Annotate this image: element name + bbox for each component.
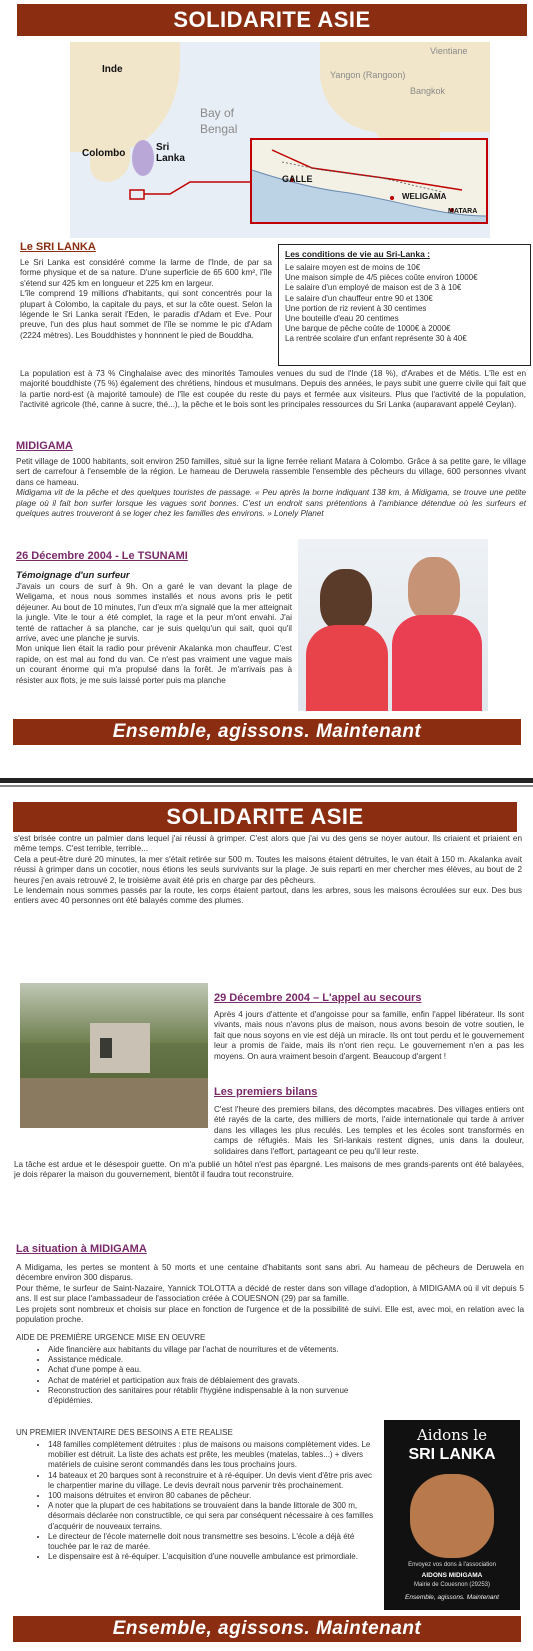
midigama-p2: Midigama vit de la pêche et des quelques touristes de passage. « Peu après la borne indiquant 138 km, à Midigama, se trouve une petite plage où il fait bon surfer lorsque les vagues sont bonnes. C'est un endroit sans prétentions à l'ambiance détendue où les surfeurs et quelques autres trouveront à se loger chez les familles des environs. » Lonely Planet (16, 488, 526, 519)
tsunami-text (16, 582, 292, 686)
banner-title: SOLIDARITE ASIE (17, 4, 527, 36)
appel-p1: Après 4 jours d'attente et d'angoisse pour sa famille, enfin l'appel libérateur. Ils sont vivants, mais nous n'avons plus de maison, nous avons besoin de votre soutien, le fait que nous soyons en vie est déjà un miracle. Ils ont tout perdu et le gouvernement leur a promis de l'aide, mais ils n'ont rien reçu. Le gouvernement n'en a pas les moyens. On aura vraiment besoin d'argent. Beaucoup d'argent ! (214, 1010, 524, 1061)
conditions-item: Une bouteille d'eau 20 centimes (285, 314, 399, 324)
surfers-photo (298, 539, 488, 711)
aide-item: • Achat d'une pompe à eau. (48, 1365, 374, 1375)
map-label-bengal: Bengal (200, 122, 238, 136)
bilans-p2: La tâche est ardue et le désespoir guette. On m'a publié un hôtel n'est pas épargné. Les maisons de mes grands-parents ont été balayées, je dois réparer la maison du gouvernement, bientôt il faudra tout reconstruire. (14, 1160, 524, 1180)
map-inset (250, 138, 488, 224)
map-image (70, 42, 490, 238)
page-divider (0, 778, 533, 783)
conditions-item: Le salaire d'un chauffeur entre 90 et 130€ (285, 293, 433, 303)
inventaire-item: • Le dispensaire est à ré-équiper. L'acquisition d'une nouvelle ambulance est primordiale. (48, 1552, 374, 1562)
conditions-item: Une barque de pêche coûte de 1000€ à 2000€ (285, 324, 451, 334)
map-label-sri: Sri (156, 142, 170, 153)
map-label-vientiane: Vientiane (430, 46, 468, 56)
situation-p2: Pour thème, le surfeur de Saint-Nazaire, Yannick TOLOTTA a décidé de rester dans son village d'adoption, à MIDIGAMA où il vit depuis 5 ans. Il est sur place l'ambassadeur de l'association créée à COUESNON (29) par sa famille. (16, 1283, 524, 1304)
inventaire-item: • 148 familles complètement détruites : plus de maisons ou maisons complètement vides. Le mobilier est détruit. La liste des achats est prête, les meubles (matelas, tables...) + divers matériels de cuisine seront commandés dans les tous prochains jours. (48, 1440, 374, 1471)
inventaire-list (34, 1440, 374, 1562)
conditions-item: Le salaire d'un employé de maison est de 3 à 10€ (285, 283, 462, 293)
situation-text (16, 1263, 524, 1325)
map-label-inde: Inde (102, 64, 123, 75)
poster-small2: AIDONS MIDIGAMA (421, 1572, 483, 1579)
tsunami-p5: Le lendemain nous sommes passés par la route, les corps étaient partout, dans les arbres, sous les maisons écroulées sur eux. Des bus entiers avec 40 personnes ont été balayés comme des plumes. (14, 886, 522, 906)
inventaire-header: UN PREMIER INVENTAIRE DES BESOINS A ETE REALISE (16, 1428, 233, 1437)
tsunami-p2: Mon unique lien était la radio pour prévenir Akalanka mon chauffeur. C'est rapide, on est mal au fond du van. Ce n'est pas vraiment une vague mais un courant énorme qui m'a propulsé dans la forêt. Je m'arrivais pas à résister aux flots, je me suis laissé porter puis ma planche (16, 644, 292, 685)
poster-line2: SRI LANKA (408, 1446, 496, 1463)
aide-item: • Assistance médicale. (48, 1355, 374, 1365)
aide-header: AIDE DE PREMIÈRE URGENCE MISE EN OEUVRE (16, 1333, 206, 1342)
inventaire-item: • Le directeur de l'école maternelle doit nous transmettre ses besoins. L'école a déjà été touchée par le raz de marée. (48, 1532, 374, 1552)
situation-title: La situation à MIDIGAMA (16, 1243, 147, 1255)
tsunami-continued (14, 834, 522, 907)
inventaire-item: • A noter que la plupart de ces habitations se trouvaient dans la bande littorale de 300 m, désormais déclarée non constructible, ce qui sera par conséquent nécessaire à ces familles d'acquérir de nouveaux terrains. (48, 1501, 374, 1532)
midigama-title: MIDIGAMA (16, 440, 73, 452)
inventaire-item: • 14 bateaux et 20 barques sont à reconstruire et à ré-équiper. Un devis vient d'être pris avec le charpentier marine du village. Le devis devrait nous parvenir très prochainement. (48, 1471, 374, 1491)
map-label-colombo: Colombo (82, 148, 126, 159)
map-label-yangon: Yangon (Rangoon) (330, 70, 406, 80)
bilans-title: Les premiers bilans (214, 1086, 318, 1098)
bilans-p1: C'est l'heure des premiers bilans, des décomptes macabres. Des villages entiers ont été rayés de la carte, des milliers de morts, l'aide internationale qui tarde à arriver dans les villages les plus reculés. Les temples et les écoles sont transformés en camps de réfugiés. Mais les Sri-lankais restent dignes, unis dans la douleur, solidaires dans l'effort, partageant ce peu qu'il leur reste. (214, 1105, 524, 1156)
map-label-bay: Bay of (200, 106, 235, 120)
map-label-bangkok: Bangkok (410, 86, 446, 96)
slogan-banner-2: Ensemble, agissons. Maintenant (13, 1616, 521, 1642)
srilanka-p1: Le Sri Lanka est considéré comme la larme de l'Inde, de par sa forme physique et de sa nature. D'une superficie de 65 600 km², l'île s'étend sur 425 km en longueur et 225 km en largeur. (20, 258, 272, 288)
midigama-p1: Petit village de 1000 habitants, soit environ 250 familles, situé sur la ligne ferrée reliant Matara à Colombo. Grâce à sa petite gare, le village sert de carrefour à l'ensemble de la région. Le hameau de Deruwela rassemble l'ensemble des pêcheurs du village, 600 personnes vivant dans ce hameau. (16, 457, 526, 487)
destruction-photo (20, 983, 208, 1128)
inset-label-galle: GALLE (282, 174, 313, 184)
srilanka-title: Le SRI LANKA (20, 241, 96, 253)
srilanka-p2: L'île comprend 19 millions d'habitants, qui sont concentrés pour la plupart à Colombo, la capitale du pays, et sur la côte ouest. Selon la légende le Sri Lanka serait l'Eden, le paradis d'Adam et Eve. Pour preuve, l'un des plus haut sommet de l'île se nomme le pic d'Adam (2224 mètres). Les Bouddhistes y honnnent le pied de Bouddha. (20, 289, 272, 340)
situation-p3: Les projets sont nombreux et choisis sur place en fonction de l'urgence et de la possibilité de suivi. Elle est, avec moi, en relation avec la population proche. (16, 1304, 524, 1325)
tsunami-title: 26 Décembre 2004 - Le TSUNAMI (16, 550, 188, 562)
aide-item: • Aide financière aux habitants du village par l'achat de nourritures et de vêtements. (48, 1345, 374, 1355)
tsunami-p4: Cela a peut-être duré 20 minutes, la mer s'était retirée sur 500 m. Toutes les maisons étaient détruites, le van était à 150 m. Akalanka avait réussi à grimper dans un cocotier, nous étions les seuls survivants sur la plage. Je suis reparti en mer chercher mes élèves, au bout de 2 heures j'en avais retrouvé 2, le troisième avait été pris en charge par des pêcheurs. (14, 854, 522, 885)
inset-label-weligama: WELIGAMA (402, 192, 447, 201)
inset-label-matara: MATARA (448, 208, 478, 215)
map-label-lanka: Lanka (156, 153, 185, 164)
child-portrait (410, 1474, 494, 1558)
poster-small1: Envoyez vos dons à l'association (408, 1562, 496, 1568)
tsunami-subtitle: Témoignage d'un surfeur (16, 570, 130, 581)
conditions-title: Les conditions de vie au Sri-Lanka : (285, 249, 431, 259)
conditions-box (278, 244, 531, 366)
situation-p1: A Midigama, les pertes se montent à 50 morts et une centaine d'habitants sont sans abri. Au hameau de pêcheurs de Deruwela en décembre environ 300 disparus. (16, 1263, 524, 1283)
tsunami-p3: s'est brisée contre un palmier dans lequel j'ai réussi à grimper. C'est alors que j'ai vu des gens se noyer autour. Ils criaient et priaient en même temps. C'est terrible, terrible... (14, 834, 522, 854)
aide-item: • Reconstruction des sanitaires pour rétablir l'hygiène indispensable à la non survenue d'épidémies. (48, 1386, 374, 1406)
srilanka-p3: La population est à 73 % Cinghalaise avec des minorités Tamoules venues du sud de l'Inde (18 %), d'Arabes et de Métis. L'île est en majorité bouddhiste (75 %) également des chrétiens, hindous et musulmans. Depuis des années, le pays subit une guerre civile qui fait que la partie nord-est (à majorité tamoule) de l'île est coupée du reste du pays et fermée aux visiteurs. Plus que l'activité de la population, l'activité agricole (thé, canne à sucre, thé...), la pêche et le bois sont les principales ressources du Sri Lanka (auparavant appelé Ceylan). (20, 369, 526, 410)
aide-item: • Achat de matériel et participation aux frais de déblaiement des gravats. (48, 1376, 374, 1386)
poster-small4: Ensemble, agissons. Maintenant (405, 1594, 499, 1601)
conditions-item: Une portion de riz revient à 30 centimes (285, 303, 427, 313)
poster-line1: Aidons le (416, 1426, 488, 1444)
inventaire-item: • 100 maisons détruites et environ 80 cabanes de pêcheur. (48, 1491, 374, 1501)
conditions-item: Le salaire moyen est de moins de 10€ (285, 263, 421, 272)
banner-title-2: SOLIDARITE ASIE (13, 802, 517, 832)
tsunami-p1: J'avais un cours de surf à 9h. On a garé le van devant la plage de Weligama, et nous nous sommes installés et nous avons pris le petit déjeuner. Au bout de 10 minutes, l'un d'eux m'a signalé que la mer atteignait la jungle. Vite le tour a été complet, la rage et la peur m'ont envahi. J'ai tenté de rattacher à sa planche, car je suis quelqu'un qui sait, quoi qu'il arrive, avec une planche je survis. (16, 582, 292, 644)
aidons-poster (384, 1420, 520, 1610)
slogan-banner: Ensemble, agissons. Maintenant (13, 719, 521, 745)
appel-title: 29 Décembre 2004 – L'appel au secours (214, 992, 422, 1004)
page-divider-thin (0, 785, 533, 787)
poster-small3: Mairie de Couesnon (29253) (413, 1582, 491, 1588)
conditions-item: Une maison simple de 4/5 pièces coûte environ 1000€ (285, 273, 478, 283)
conditions-item: La rentrée scolaire d'un enfant représente 30 à 40€ (285, 334, 467, 344)
midigama-text (16, 457, 526, 519)
aide-list (34, 1345, 374, 1406)
srilanka-text (20, 258, 272, 341)
